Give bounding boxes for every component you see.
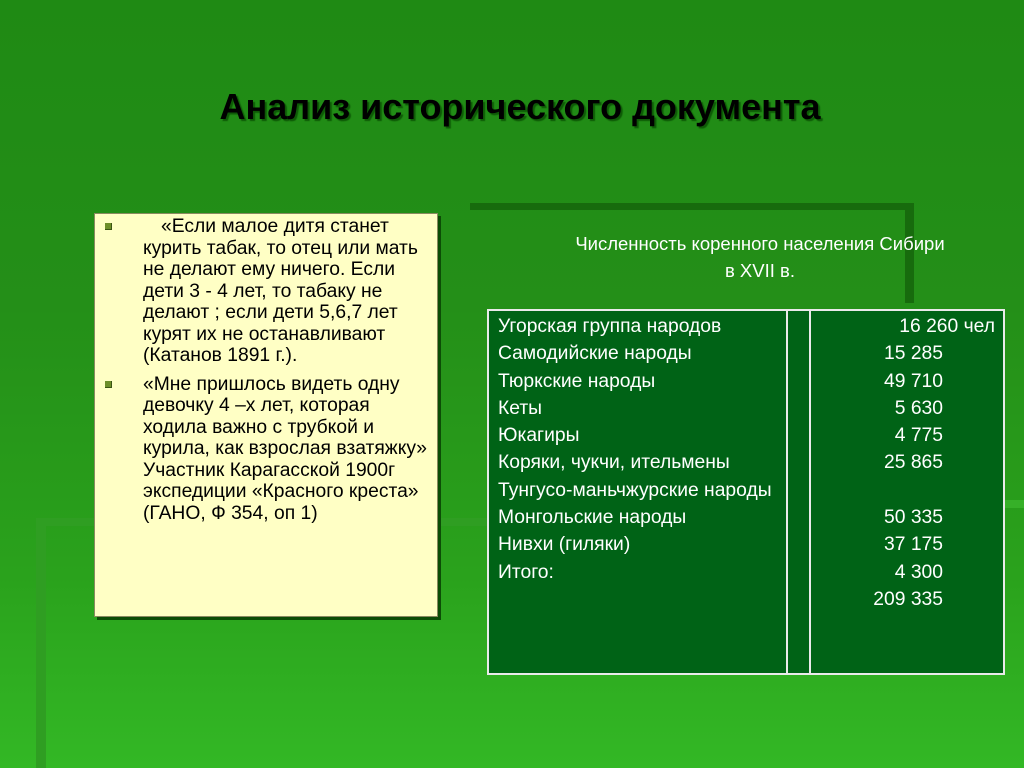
population-value-cell: 25 865 [884,452,943,474]
table-caption [520,230,1000,284]
total-label-cell: Итого: [498,561,554,583]
square-bullet-icon [105,223,112,230]
people-name-cell: Кеты [498,397,543,419]
quote-text: «Если малое дитя станет курить табак, то отец или мать не делают ему ничего. Если дети 3 - 4 лет, то табаку не делают ; если дети 5,6,7 лет курят их не останавливают (Катанов 1891 г.). [143,216,418,366]
people-name-cell: Угорская группа народов [498,316,722,337]
population-value-cell: 37 175 [884,534,943,556]
quote-box [94,213,438,617]
decor-bar-left [36,518,46,768]
population-value-cell: 4 775 [894,425,943,447]
population-value-cell: 49 710 [884,370,943,392]
table-caption-line: в XVII в. [724,260,796,281]
decor-bar-top [470,203,914,210]
population-table [487,309,1005,675]
quote-list [95,214,437,524]
population-value-cell: 50 335 [884,507,943,529]
people-name-cell: Тюркские народы [498,370,656,392]
slide-title: Анализ исторического документа [219,86,821,127]
people-name-cell: Самодийские народы [498,343,692,365]
quote-text: «Мне пришлось видеть одну девочку 4 –х лет, которая ходила важно с трубкой и курила, как взрослая взатяжку» Участник Карагасской 1900г экспедиции «Красного креста» (ГАНО, Ф 354, оп 1) [143,373,427,524]
people-name-cell: Тунгусо-маньчжурские народы [498,479,772,501]
population-value-cell [811,480,995,501]
values-column [811,316,995,616]
people-name-cell: Нивхи (гиляки) [498,534,631,556]
column-divider [786,311,788,673]
names-column [498,316,784,589]
population-value-cell: 4 300 [894,561,943,583]
people-name-cell: Юкагиры [498,425,580,447]
quote-item [105,216,427,367]
population-value-cell: 5 630 [894,397,943,419]
population-value-cell: 16 260 чел [899,316,995,337]
square-bullet-icon [105,381,112,388]
total-value-cell: 209 335 [873,588,943,610]
people-name-cell: Монгольские народы [498,507,687,529]
people-name-cell: Коряки, чукчи, ительмены [498,452,730,474]
quote-item [105,374,427,525]
population-value-cell: 15 285 [884,343,943,365]
table-caption-line: Численность коренного населения Сибири [575,233,945,254]
